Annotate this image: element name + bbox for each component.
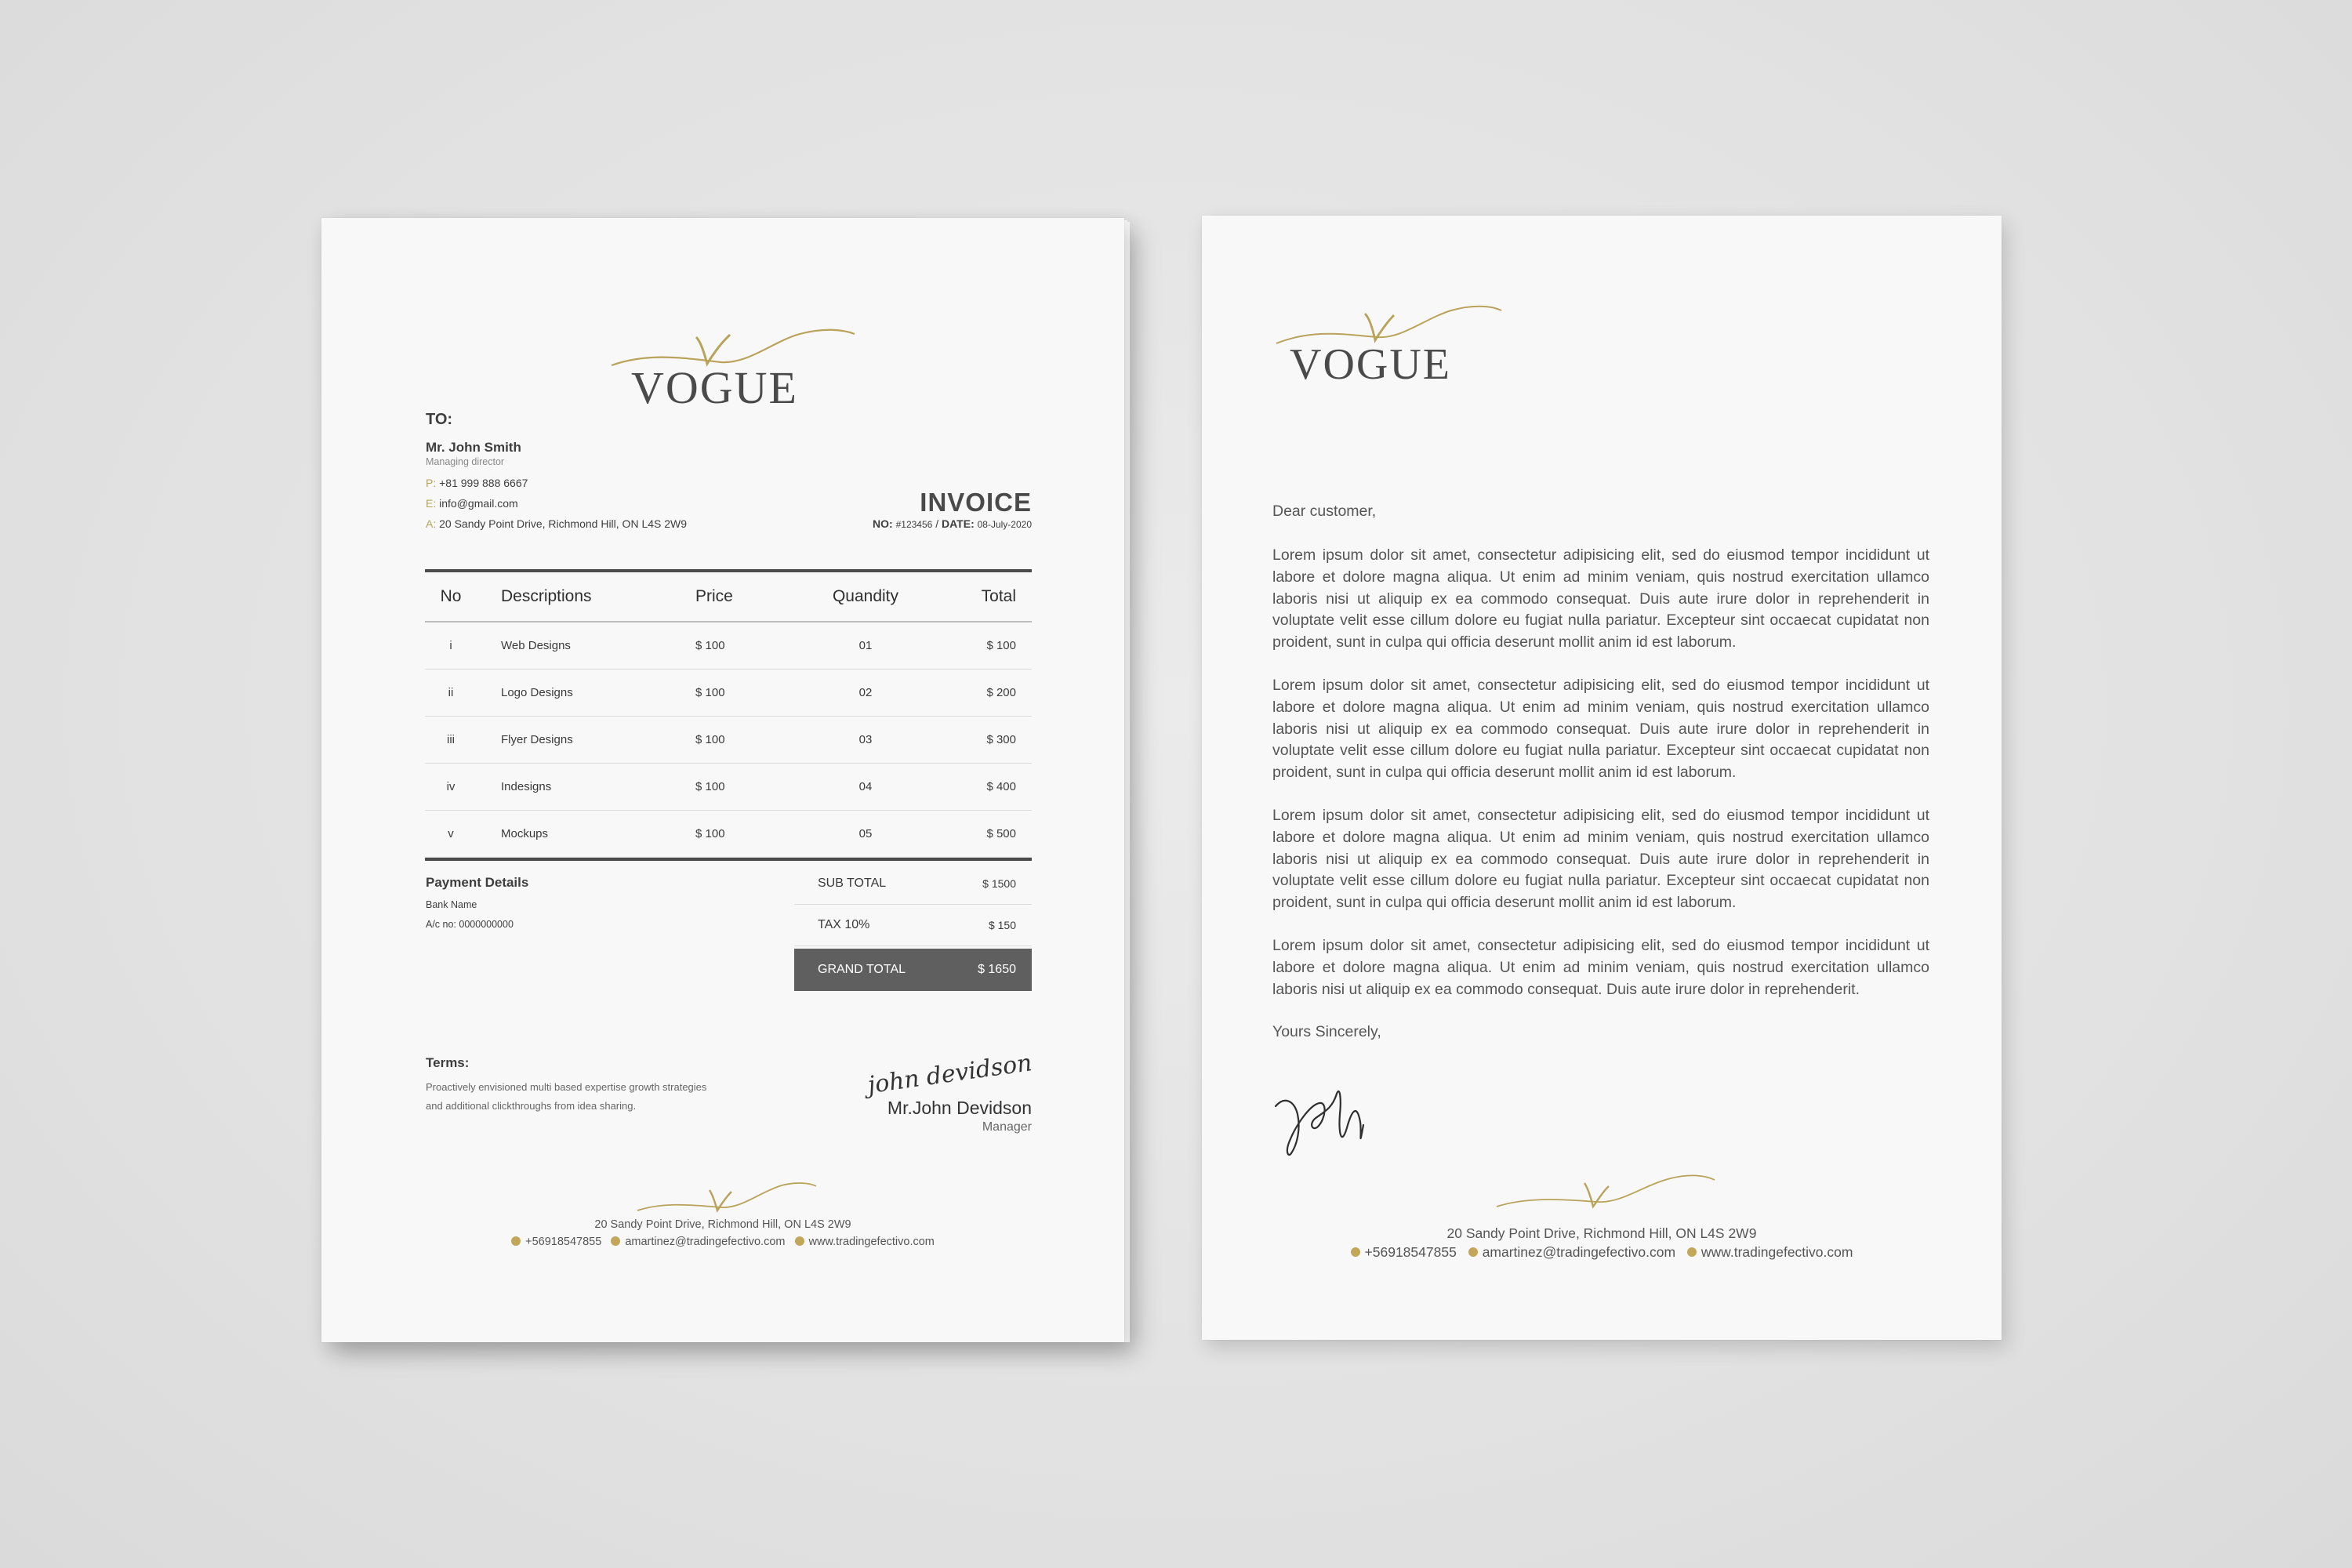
table-row [425,717,1032,764]
letter-paragraph-1: Lorem ipsum dolor sit amet, consectetur adipisicing elit, sed do eiusmod tempor incididunt ut labore et dolore magna aliqua. Ut enim ad minim veniam, quis nostrud exercitation ullamco laboris nisi ut aliquip ex ea commodo consequat. Duis aute irure dolor in reprehenderit in voluptate velit esse cillum dolore eu fugiat nulla pariatur. Excepteur sint occaecat cupidatat non proident, sunt in culpa qui officia deserunt mollit anim id est laborum. [1272,546,1929,652]
payment-account: A/c no: 0000000000 [426,919,514,930]
table-row [425,670,1032,717]
mail-icon [611,1236,620,1246]
client-email-line [426,497,518,510]
invoice-date-value: 08-July-2020 [977,519,1032,530]
email-prefix: E: [426,497,437,510]
vogue-logo [604,310,862,413]
table-row [425,622,1032,670]
phone-prefix: P: [426,477,437,489]
table-row [425,811,1032,858]
subtotal-row [794,863,1032,905]
row-total: $ 400 [986,780,1016,793]
row-no: i [449,639,452,652]
address-prefix: A: [426,517,437,530]
subtotal-label: SUB TOTAL [818,877,887,890]
payment-bank-name: Bank Name [426,899,477,910]
header-total: Total [981,587,1016,605]
row-description: Logo Designs [501,686,573,699]
row-quantity: 04 [858,780,873,793]
grand-total-label: GRAND TOTAL [818,963,906,976]
payment-details-title: Payment Details [426,875,529,890]
row-total: $ 200 [986,686,1016,699]
terms-line-2: and additional clickthroughs from idea sharing. [426,1100,637,1112]
row-quantity: 05 [858,827,873,840]
invoice-footer-address: 20 Sandy Point Drive, Richmond Hill, ON L4S 2W9 [594,1218,851,1231]
row-price: $ 100 [695,639,725,652]
letter-paragraph-2: Lorem ipsum dolor sit amet, consectetur adipisicing elit, sed do eiusmod tempor incididunt ut labore et dolore magna aliqua. Ut enim ad minim veniam, quis nostrud exercitation ullamco laboris nisi ut aliquip ex ea commodo consequat. Duis aute irure dolor in reprehenderit in voluptate velit esse cillum dolore eu fugiat nulla pariatur. Excepteur sint occaecat cupidatat non proident, sunt in culpa qui officia deserunt mollit anim id est laborum. [1272,677,1929,782]
row-description: Mockups [501,827,549,840]
row-quantity: 03 [858,733,873,746]
grand-total-value: $ 1650 [978,963,1016,976]
footer-email: amartinez@tradingefectivo.com [1482,1244,1676,1260]
header-descriptions: Descriptions [501,587,592,605]
header-quantity: Quandity [832,587,899,605]
footer-web: www.tradingefectivo.com [1700,1244,1853,1260]
row-total: $ 100 [986,639,1016,652]
letter-paragraph-4: Lorem ipsum dolor sit amet, consectetur adipisicing elit, sed do eiusmod tempor incididunt ut labore et dolore magna aliqua. Ut enim ad minim veniam, quis nostrud exercitation ullamco laboris nisi ut aliquip ex ea commodo consequat. Duis aute irure dolor in reprehenderit. [1272,937,1929,998]
footer-phone: +56918547855 [1364,1244,1457,1260]
table-row [425,764,1032,811]
client-phone: +81 999 888 6667 [439,477,528,489]
row-price: $ 100 [695,686,725,699]
row-quantity: 01 [858,639,873,652]
invoice-table [425,569,1032,861]
phone-icon [511,1236,521,1246]
row-price: $ 100 [695,733,725,746]
logo-wordmark: VOGUE [631,362,798,413]
invoice-title: INVOICE [920,488,1032,517]
meta-separator: / [935,517,939,530]
row-no: iii [447,733,455,746]
client-phone-line [426,477,528,489]
row-description: Indesigns [501,780,552,793]
signatory-name: Mr.John Devidson [887,1098,1032,1118]
letter-footer-address: 20 Sandy Point Drive, Richmond Hill, ON L4S 2W9 [1446,1225,1757,1241]
invoice-footer-contacts [321,1236,1124,1248]
row-total: $ 300 [986,733,1016,746]
row-no: ii [448,686,454,699]
footer-swash-v-icon [1492,1166,1719,1218]
row-description: Web Designs [501,639,571,652]
totals-block [794,863,1032,991]
web-icon [1687,1247,1697,1257]
signatory-role: Manager [982,1120,1032,1134]
handwritten-signature [1271,1078,1381,1164]
tax-label: TAX 10% [818,918,870,931]
row-no: iv [446,780,456,793]
tax-row [794,905,1032,946]
footer-email: amartinez@tradingefectivo.com [625,1236,786,1248]
logo-wordmark: VOGUE [1290,340,1451,389]
header-price: Price [695,587,733,605]
footer-swash-v-icon [631,1173,819,1221]
letter-closing: Yours Sincerely, [1272,1023,1381,1040]
grand-total-row [794,949,1032,991]
row-price: $ 100 [695,780,725,793]
client-name: Mr. John Smith [426,440,521,455]
row-price: $ 100 [695,827,725,840]
client-role: Managing director [426,456,505,467]
footer-phone: +56918547855 [525,1236,602,1248]
invoice-no-value: #123456 [895,519,933,530]
mail-icon [1468,1247,1478,1257]
table-header [425,572,1032,622]
invoice-meta [873,517,1032,530]
terms-title: Terms: [426,1055,470,1070]
client-email: info@gmail.com [439,497,518,510]
vogue-logo [1272,290,1508,389]
row-quantity: 02 [858,686,873,699]
terms-line-1: Proactively envisioned multi based expertise growth strategies [426,1081,707,1093]
letter-greeting: Dear customer, [1272,503,1377,520]
client-address-line [426,517,687,530]
to-label: TO: [426,411,453,428]
phone-icon [1351,1247,1360,1257]
tax-value: $ 150 [988,919,1016,931]
row-total: $ 500 [986,827,1016,840]
footer-web: www.tradingefectivo.com [808,1236,935,1248]
invoice-sheet [321,218,1124,1342]
client-address: 20 Sandy Point Drive, Richmond Hill, ON L4S 2W9 [439,517,688,530]
header-no: No [440,587,462,605]
web-icon [795,1236,804,1246]
subtotal-value: $ 1500 [982,877,1016,890]
row-description: Flyer Designs [501,733,573,746]
letter-paragraph-3: Lorem ipsum dolor sit amet, consectetur adipisicing elit, sed do eiusmod tempor incididunt ut labore et dolore magna aliqua. Ut enim ad minim veniam, quis nostrud exercitation ullamco laboris nisi ut aliquip ex ea commodo consequat. Duis aute irure dolor in reprehenderit in voluptate velit esse cillum dolore eu fugiat nulla pariatur. Excepteur sint occaecat cupidatat non proident, sunt in culpa qui officia deserunt mollit anim id est laborum. [1272,807,1929,912]
letter-sheet [1202,216,2002,1340]
signature-script: john devidson [866,1049,1034,1100]
table-bottom-rule [425,858,1032,861]
letter-footer-contacts [1202,1244,2002,1261]
invoice-no-label: NO: [873,517,893,530]
row-no: v [448,827,454,840]
invoice-date-label: DATE: [942,517,975,530]
